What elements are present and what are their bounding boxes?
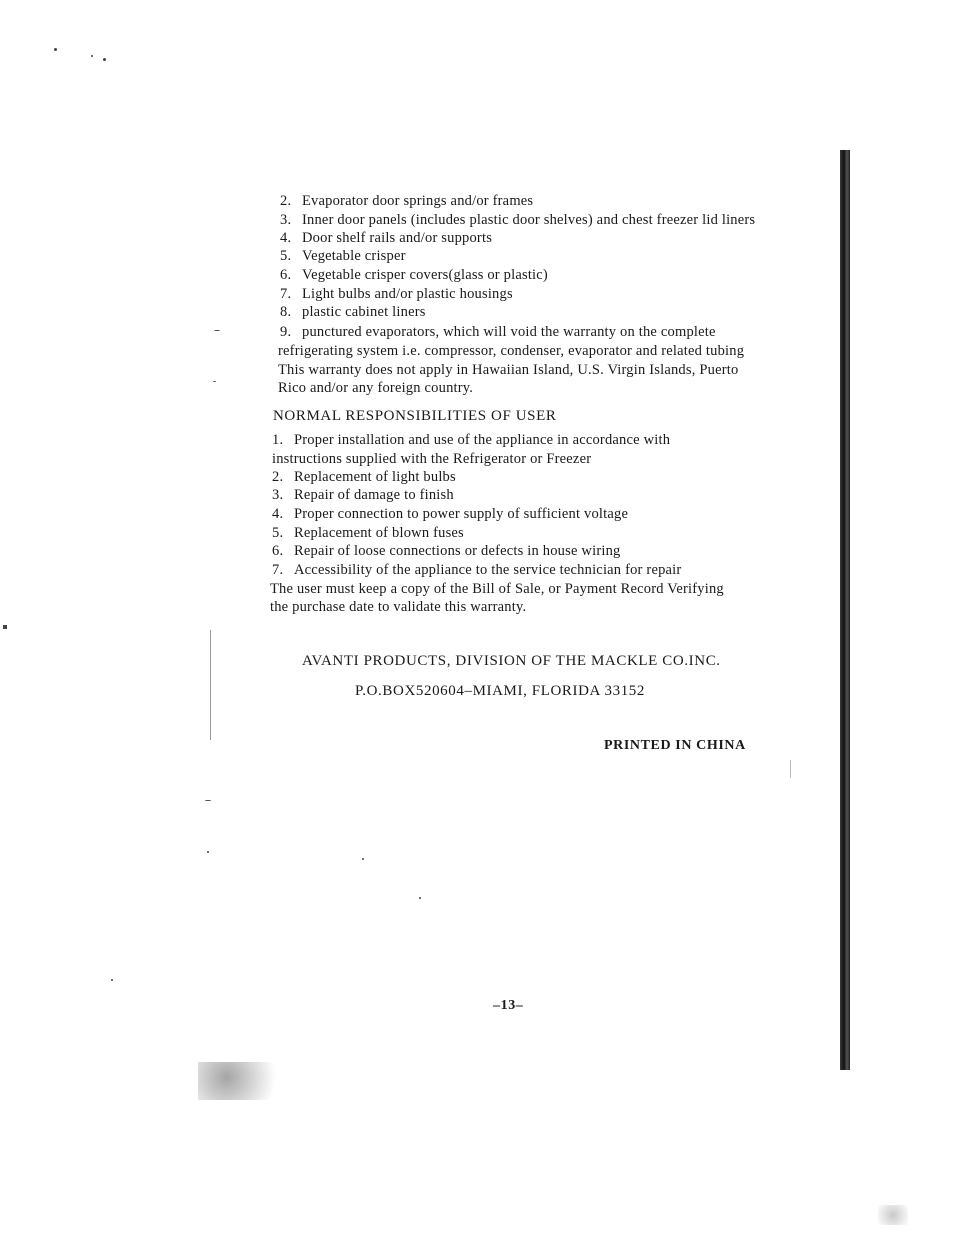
company-name: AVANTI PRODUCTS, DIVISION OF THE MACKLE CO.INC. (302, 653, 721, 669)
user-note-line: The user must keep a copy of the Bill of Sale, or Payment Record Verifying (270, 581, 724, 597)
scan-speck (213, 381, 216, 382)
scan-speck (419, 897, 421, 899)
list-item: 5. Replacement of blown fuses (272, 525, 464, 541)
scan-speck (111, 979, 113, 981)
list-item: 4. Proper connection to power supply of sufficient voltage (272, 506, 629, 522)
scan-speck (214, 330, 220, 331)
list-item: 3. Inner door panels (includes plastic door shelves) and chest freezer lid liners (280, 212, 756, 228)
list-item-continuation: instructions supplied with the Refrigerator or Freezer (272, 451, 592, 467)
scan-speck (3, 625, 7, 629)
scan-speck (103, 58, 106, 61)
list-item: 1. Proper installation and use of the appliance in accordance with (272, 432, 671, 448)
list-item: 8. plastic cabinet liners (280, 304, 426, 320)
section-title: NORMAL RESPONSIBILITIES OF USER (273, 408, 557, 424)
list-item: 7. Light bulbs and/or plastic housings (280, 286, 513, 302)
company-address: P.O.BOX520604–MIAMI, FLORIDA 33152 (355, 683, 646, 699)
list-item: 6. Repair of loose connections or defects in house wiring (272, 543, 621, 559)
list-item: 4. Door shelf rails and/or supports (280, 230, 493, 246)
scan-noise (878, 1205, 908, 1225)
list-item: 3. Repair of damage to finish (272, 487, 454, 503)
list-item: 2. Evaporator door springs and/or frames (280, 193, 534, 209)
page-number: –13– (493, 998, 524, 1013)
user-note-line: the purchase date to validate this warranty. (270, 599, 527, 615)
scan-noise (198, 1062, 293, 1100)
scan-edge-shadow (840, 150, 850, 1070)
printed-in-label: PRINTED IN CHINA (604, 738, 746, 753)
list-item: 6. Vegetable crisper covers(glass or plastic) (280, 267, 548, 283)
scan-speck (207, 851, 209, 853)
warranty-note-line: This warranty does not apply in Hawaiian Island, U.S. Virgin Islands, Puerto (278, 362, 739, 378)
list-item: 2. Replacement of light bulbs (272, 469, 456, 485)
scan-speck (205, 800, 211, 801)
scan-speck (790, 760, 791, 778)
list-item-continuation: refrigerating system i.e. compressor, condenser, evaporator and related tubing (278, 343, 745, 359)
scan-speck (210, 630, 211, 740)
list-item: 5. Vegetable crisper (280, 248, 406, 264)
list-item: 7. Accessibility of the appliance to the service technician for repair (272, 562, 682, 578)
scan-speck (91, 55, 93, 57)
scan-speck (54, 48, 57, 51)
list-item: 9. punctured evaporators, which will void the warranty on the complete (280, 324, 716, 340)
scan-speck (362, 858, 364, 860)
warranty-note-line: Rico and/or any foreign country. (278, 380, 474, 396)
